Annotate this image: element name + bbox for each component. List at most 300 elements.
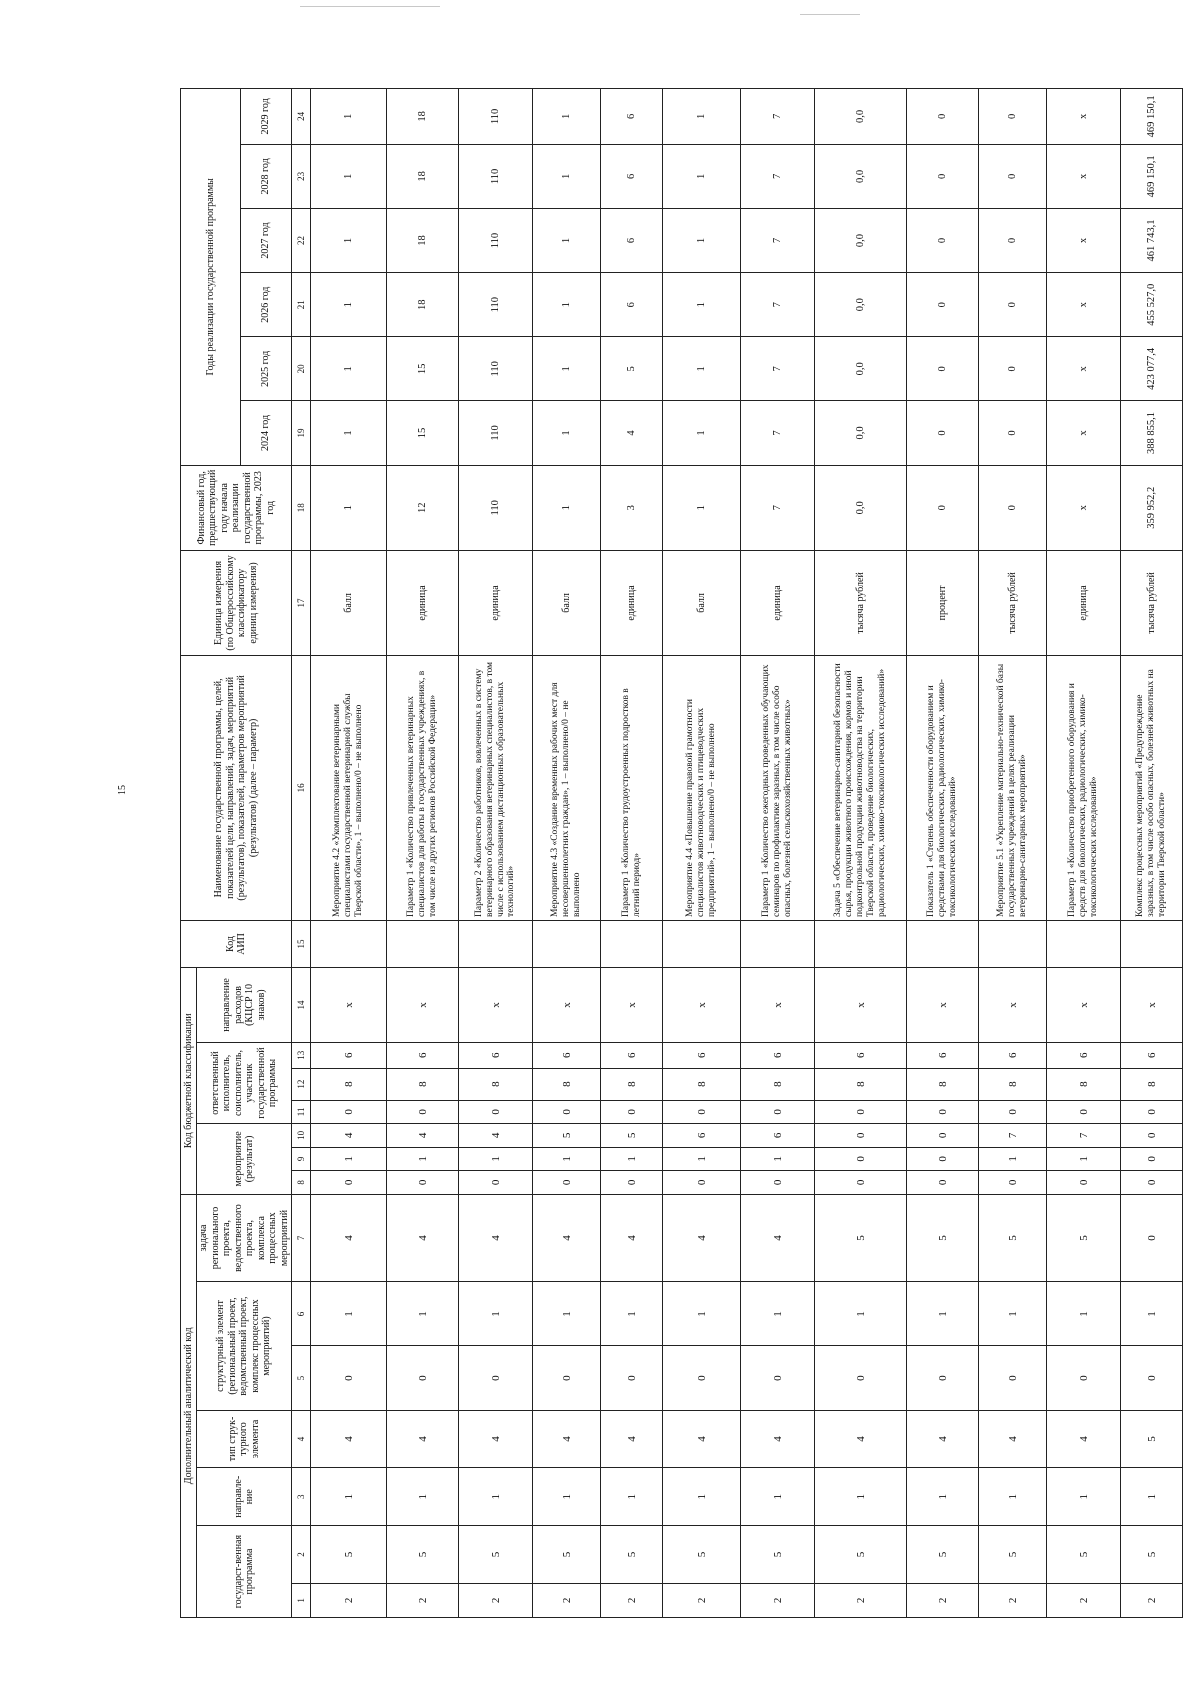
value-v2027: 1 (311, 208, 387, 272)
code-cell-c4: 4 (979, 1410, 1047, 1468)
code-cell-c6: 1 (979, 1282, 1047, 1346)
code-cell-c2: 5 (741, 1526, 815, 1584)
code-cell-c15 (459, 920, 533, 967)
row-unit: балл (311, 551, 387, 656)
row-unit: единица (387, 551, 459, 656)
code-cell-c1: 2 (601, 1583, 663, 1617)
code-cell-c6: 1 (663, 1282, 741, 1346)
value-v2029: 469 150,1 (1121, 89, 1183, 145)
value-v2024: 0,0 (815, 401, 907, 465)
code-cell-c3: 1 (459, 1468, 533, 1526)
column-number: 17 (292, 551, 311, 656)
header-year: 2028 год (241, 144, 292, 208)
code-cell-c14: x (533, 967, 601, 1042)
code-cell-c12: 8 (1121, 1068, 1183, 1100)
code-cell-c2: 5 (387, 1526, 459, 1584)
code-cell-c10: 4 (459, 1124, 533, 1148)
code-cell-c5: 0 (815, 1346, 907, 1410)
code-cell-c9: 1 (663, 1147, 741, 1171)
code-cell-c7: 0 (1121, 1194, 1183, 1282)
column-number: 21 (292, 273, 311, 337)
code-cell-c3: 1 (907, 1468, 979, 1526)
code-cell-c15 (311, 920, 387, 967)
header-year: 2024 год (241, 401, 292, 465)
code-cell-c14: x (1047, 967, 1121, 1042)
code-cell-c2: 5 (459, 1526, 533, 1584)
code-cell-c11: 0 (1121, 1100, 1183, 1124)
row-unit: единица (1047, 551, 1121, 656)
code-cell-c14: x (979, 967, 1047, 1042)
value-v2027: 6 (601, 208, 663, 272)
code-cell-c12: 8 (979, 1068, 1047, 1100)
code-cell-c14: x (663, 967, 741, 1042)
code-cell-c4: 4 (459, 1410, 533, 1468)
value-v2028: 110 (459, 144, 533, 208)
code-cell-c7: 4 (387, 1194, 459, 1282)
code-cell-c10: 0 (1121, 1124, 1183, 1148)
row-name: Параметр 1 «Количество приобретенного оборудования и средств для биологических, радиологических, химико-токсикологических исследований» (1047, 655, 1121, 920)
code-cell-c15 (663, 920, 741, 967)
value-v2025: 0 (907, 337, 979, 401)
code-cell-c7: 4 (311, 1194, 387, 1282)
value-v2028: 469 150,1 (1121, 144, 1183, 208)
value-v2028: 0 (907, 144, 979, 208)
code-cell-c13: 6 (459, 1042, 533, 1068)
code-cell-c11: 0 (311, 1100, 387, 1124)
code-cell-c7: 4 (533, 1194, 601, 1282)
code-cell-c3: 1 (979, 1468, 1047, 1526)
code-cell-c15 (601, 920, 663, 967)
header-measure: мероприятие (результат) (197, 1124, 292, 1195)
table-row (907, 89, 979, 1618)
value-v2027: x (1047, 208, 1121, 272)
value-v2026: x (1047, 273, 1121, 337)
code-cell-c10: 6 (741, 1124, 815, 1148)
header-expense-direction: направление расходов (КЦСР 10 знаков) (197, 967, 292, 1042)
table-row (663, 89, 741, 1618)
column-number: 9 (292, 1147, 311, 1171)
value-v2028: 1 (311, 144, 387, 208)
code-cell-c8: 0 (311, 1171, 387, 1195)
code-cell-c8: 0 (387, 1171, 459, 1195)
code-cell-c1: 2 (459, 1583, 533, 1617)
header-struct-element: структурный элемент (региональный проект, ведомственный проект, комплекс процессных мероприятий) (197, 1282, 292, 1410)
value-v2024: 7 (741, 401, 815, 465)
header-state-program: государст-венная программа (197, 1526, 292, 1618)
code-cell-c4: 4 (663, 1410, 741, 1468)
code-cell-c5: 0 (1047, 1346, 1121, 1410)
code-cell-c13: 6 (741, 1042, 815, 1068)
code-cell-c4: 4 (601, 1410, 663, 1468)
value-v2023: 0 (907, 465, 979, 551)
code-cell-c13: 6 (533, 1042, 601, 1068)
row-name: Комплекс процессных мероприятий «Предупреждение заразных, в том числе особо опасных, болезней животных на территории Тверской области» (1121, 655, 1183, 920)
column-number: 24 (292, 89, 311, 145)
header-budget-code: Код бюджетной классификации (181, 967, 197, 1194)
header-year: 2027 год (241, 208, 292, 272)
value-v2025: 1 (311, 337, 387, 401)
code-cell-c11: 0 (601, 1100, 663, 1124)
code-cell-c5: 0 (601, 1346, 663, 1410)
value-v2025: 7 (741, 337, 815, 401)
code-cell-c4: 4 (907, 1410, 979, 1468)
code-cell-c1: 2 (741, 1583, 815, 1617)
code-cell-c1: 2 (387, 1583, 459, 1617)
value-v2024: x (1047, 401, 1121, 465)
code-cell-c11: 0 (387, 1100, 459, 1124)
code-cell-c8: 0 (533, 1171, 601, 1195)
header-unit: Единица измерения (по Общероссийскому классификатору единиц измерения) (181, 551, 292, 656)
value-v2025: 15 (387, 337, 459, 401)
code-cell-c15 (387, 920, 459, 967)
code-cell-c5: 0 (311, 1346, 387, 1410)
value-v2029: 110 (459, 89, 533, 145)
code-cell-c14: x (815, 967, 907, 1042)
value-v2026: 110 (459, 273, 533, 337)
value-v2029: 1 (533, 89, 601, 145)
page-number: 15 (117, 785, 128, 795)
value-v2024: 15 (387, 401, 459, 465)
value-v2029: x (1047, 89, 1121, 145)
column-number: 20 (292, 337, 311, 401)
code-cell-c12: 8 (907, 1068, 979, 1100)
value-v2023: 3 (601, 465, 663, 551)
column-number: 1 (292, 1583, 311, 1617)
code-cell-c10: 6 (663, 1124, 741, 1148)
code-cell-c13: 6 (979, 1042, 1047, 1068)
table-body (311, 89, 1183, 1618)
code-cell-c5: 0 (663, 1346, 741, 1410)
value-v2027: 1 (533, 208, 601, 272)
code-cell-c7: 5 (1047, 1194, 1121, 1282)
header-fin-year: Финансовый год, предшествующий году начала реализации государственной программы, 2023 год (181, 465, 292, 551)
code-cell-c4: 4 (311, 1410, 387, 1468)
code-cell-c11: 0 (1047, 1100, 1121, 1124)
value-v2025: 5 (601, 337, 663, 401)
header-responsible: ответственный исполнитель, соисполнитель, участник государственной программы (197, 1042, 292, 1123)
code-cell-c1: 2 (1047, 1583, 1121, 1617)
value-v2025: x (1047, 337, 1121, 401)
code-cell-c8: 0 (459, 1171, 533, 1195)
row-unit: балл (663, 551, 741, 656)
code-cell-c11: 0 (533, 1100, 601, 1124)
code-cell-c9: 0 (1121, 1147, 1183, 1171)
code-cell-c14: x (601, 967, 663, 1042)
code-cell-c2: 5 (311, 1526, 387, 1584)
code-cell-c12: 8 (741, 1068, 815, 1100)
value-v2026: 6 (601, 273, 663, 337)
code-cell-c1: 2 (979, 1583, 1047, 1617)
code-cell-c15 (1121, 920, 1183, 967)
row-unit: единица (601, 551, 663, 656)
value-v2026: 1 (663, 273, 741, 337)
value-v2027: 1 (663, 208, 741, 272)
table-row (741, 89, 815, 1618)
column-number: 3 (292, 1468, 311, 1526)
code-cell-c15 (741, 920, 815, 967)
code-cell-c13: 6 (311, 1042, 387, 1068)
table-row (533, 89, 601, 1618)
code-cell-c12: 8 (601, 1068, 663, 1100)
code-cell-c6: 1 (1047, 1282, 1121, 1346)
code-cell-c13: 6 (601, 1042, 663, 1068)
header-year: 2026 год (241, 273, 292, 337)
row-unit: процент (907, 551, 979, 656)
column-number: 6 (292, 1282, 311, 1346)
code-cell-c8: 0 (979, 1171, 1047, 1195)
code-cell-c4: 4 (533, 1410, 601, 1468)
value-v2025: 0,0 (815, 337, 907, 401)
column-number: 23 (292, 144, 311, 208)
code-cell-c6: 1 (907, 1282, 979, 1346)
code-cell-c10: 4 (387, 1124, 459, 1148)
code-cell-c12: 8 (459, 1068, 533, 1100)
value-v2023: 0 (979, 465, 1047, 551)
code-cell-c6: 1 (533, 1282, 601, 1346)
table-row (311, 89, 387, 1618)
code-cell-c8: 0 (601, 1171, 663, 1195)
value-v2024: 110 (459, 401, 533, 465)
column-number: 14 (292, 967, 311, 1042)
header-aip-code: Код АИП (181, 920, 292, 967)
code-cell-c6: 1 (459, 1282, 533, 1346)
code-cell-c5: 0 (459, 1346, 533, 1410)
value-v2028: 0 (979, 144, 1047, 208)
code-cell-c10: 7 (1047, 1124, 1121, 1148)
code-cell-c12: 8 (663, 1068, 741, 1100)
code-cell-c10: 5 (533, 1124, 601, 1148)
row-unit: тысяча рублей (979, 551, 1047, 656)
row-name: Мероприятие 4.3 «Создание временных рабочих мест для несовершеннолетних граждан», 1 – выполнено/0 – не выполнено (533, 655, 601, 920)
value-v2023: 7 (741, 465, 815, 551)
row-unit: тысяча рублей (1121, 551, 1183, 656)
column-number: 19 (292, 401, 311, 465)
value-v2026: 1 (533, 273, 601, 337)
code-cell-c13: 6 (907, 1042, 979, 1068)
code-cell-c15 (815, 920, 907, 967)
row-name: Параметр 2 «Количество работников, вовлеченных в систему ветеринарного образования ветеринарных специалистов, в том числе с использованием дистанционных образовательных технологий» (459, 655, 533, 920)
column-number: 22 (292, 208, 311, 272)
code-cell-c8: 0 (907, 1171, 979, 1195)
code-cell-c7: 5 (815, 1194, 907, 1282)
column-number: 2 (292, 1526, 311, 1584)
rotated-table-wrapper (180, 88, 1167, 1618)
row-name: Показатель 1 «Степень обеспеченности оборудованием и средствами для биологических, радиологических, химико-токсикологических исследований» (907, 655, 979, 920)
value-v2029: 0 (907, 89, 979, 145)
code-cell-c2: 5 (601, 1526, 663, 1584)
value-v2026: 0 (979, 273, 1047, 337)
code-cell-c11: 0 (907, 1100, 979, 1124)
code-cell-c2: 5 (815, 1526, 907, 1584)
code-cell-c12: 8 (815, 1068, 907, 1100)
value-v2028: 1 (533, 144, 601, 208)
code-cell-c6: 1 (815, 1282, 907, 1346)
value-v2027: 18 (387, 208, 459, 272)
code-cell-c3: 1 (311, 1468, 387, 1526)
value-v2028: 18 (387, 144, 459, 208)
header-struct-type: тип струк-турного элемента (197, 1410, 292, 1468)
value-v2026: 1 (311, 273, 387, 337)
column-number: 4 (292, 1410, 311, 1468)
code-cell-c9: 1 (1047, 1147, 1121, 1171)
code-cell-c9: 1 (601, 1147, 663, 1171)
column-number-row (292, 89, 311, 1618)
value-v2025: 110 (459, 337, 533, 401)
code-cell-c6: 1 (741, 1282, 815, 1346)
code-cell-c6: 1 (311, 1282, 387, 1346)
code-cell-c14: x (907, 967, 979, 1042)
code-cell-c13: 6 (815, 1042, 907, 1068)
code-cell-c4: 4 (1047, 1410, 1121, 1468)
table-row (459, 89, 533, 1618)
code-cell-c2: 5 (663, 1526, 741, 1584)
code-cell-c11: 0 (663, 1100, 741, 1124)
value-v2026: 0 (907, 273, 979, 337)
code-cell-c14: x (741, 967, 815, 1042)
code-cell-c9: 0 (907, 1147, 979, 1171)
code-cell-c5: 0 (741, 1346, 815, 1410)
code-cell-c4: 5 (1121, 1410, 1183, 1468)
header-name: Наименование государственной программы, целей, показателей цели, направлений, задач, мероприятий (результатов), показателей, параметров мероприятий (результатов) (далее – параметр) (181, 655, 292, 920)
value-v2023: 1 (663, 465, 741, 551)
code-cell-c8: 0 (1121, 1171, 1183, 1195)
value-v2024: 1 (663, 401, 741, 465)
code-cell-c7: 4 (601, 1194, 663, 1282)
table-row (979, 89, 1047, 1618)
code-cell-c14: x (387, 967, 459, 1042)
value-v2029: 0 (979, 89, 1047, 145)
column-number: 8 (292, 1171, 311, 1195)
value-v2023: 1 (533, 465, 601, 551)
header-task: задача регионального проекта, ведомственного проекта, комплекса процессных мероприятий (197, 1194, 292, 1282)
code-cell-c11: 0 (741, 1100, 815, 1124)
code-cell-c14: x (311, 967, 387, 1042)
column-number: 11 (292, 1100, 311, 1124)
code-cell-c9: 1 (741, 1147, 815, 1171)
code-cell-c1: 2 (815, 1583, 907, 1617)
code-cell-c13: 6 (663, 1042, 741, 1068)
value-v2026: 7 (741, 273, 815, 337)
scan-mark (800, 14, 860, 15)
code-cell-c8: 0 (741, 1171, 815, 1195)
code-cell-c11: 0 (459, 1100, 533, 1124)
code-cell-c3: 1 (663, 1468, 741, 1526)
code-cell-c15 (533, 920, 601, 967)
value-v2023: x (1047, 465, 1121, 551)
code-cell-c4: 4 (815, 1410, 907, 1468)
code-cell-c8: 0 (663, 1171, 741, 1195)
code-cell-c10: 0 (815, 1124, 907, 1148)
code-cell-c3: 1 (387, 1468, 459, 1526)
value-v2027: 0 (979, 208, 1047, 272)
code-cell-c9: 1 (459, 1147, 533, 1171)
code-cell-c5: 0 (533, 1346, 601, 1410)
code-cell-c12: 8 (533, 1068, 601, 1100)
table-row (387, 89, 459, 1618)
code-cell-c2: 5 (907, 1526, 979, 1584)
code-cell-c13: 6 (387, 1042, 459, 1068)
code-cell-c5: 0 (979, 1346, 1047, 1410)
value-v2028: 0,0 (815, 144, 907, 208)
code-cell-c15 (979, 920, 1047, 967)
value-v2025: 423 077,4 (1121, 337, 1183, 401)
code-cell-c8: 0 (815, 1171, 907, 1195)
code-cell-c15 (1047, 920, 1121, 967)
column-number: 12 (292, 1068, 311, 1100)
code-cell-c3: 1 (533, 1468, 601, 1526)
value-v2024: 4 (601, 401, 663, 465)
table-row (1047, 89, 1121, 1618)
value-v2029: 1 (663, 89, 741, 145)
value-v2028: 7 (741, 144, 815, 208)
value-v2028: 6 (601, 144, 663, 208)
code-cell-c7: 5 (907, 1194, 979, 1282)
row-name: Параметр 1 «Количество привлеченных ветеринарных специалистов для работы в государственных учреждениях, в том числе из других регионов Российской Федерации» (387, 655, 459, 920)
column-number: 13 (292, 1042, 311, 1068)
code-cell-c3: 1 (601, 1468, 663, 1526)
code-cell-c7: 4 (741, 1194, 815, 1282)
row-name: Параметр 1 «Количество трудоустроенных подростков в летний период» (601, 655, 663, 920)
program-table (180, 88, 1183, 1618)
column-number: 5 (292, 1346, 311, 1410)
value-v2024: 388 855,1 (1121, 401, 1183, 465)
table-row (815, 89, 907, 1618)
code-cell-c9: 1 (311, 1147, 387, 1171)
value-v2029: 6 (601, 89, 663, 145)
code-cell-c6: 1 (1121, 1282, 1183, 1346)
code-cell-c3: 1 (1047, 1468, 1121, 1526)
code-cell-c6: 1 (387, 1282, 459, 1346)
code-cell-c3: 1 (815, 1468, 907, 1526)
code-cell-c3: 1 (1121, 1468, 1183, 1526)
value-v2027: 0 (907, 208, 979, 272)
code-cell-c11: 0 (979, 1100, 1047, 1124)
value-v2029: 1 (311, 89, 387, 145)
column-number: 18 (292, 465, 311, 551)
code-cell-c13: 6 (1047, 1042, 1121, 1068)
row-unit: единица (459, 551, 533, 656)
code-cell-c1: 2 (1121, 1583, 1183, 1617)
value-v2026: 18 (387, 273, 459, 337)
value-v2029: 7 (741, 89, 815, 145)
row-name: Задача 5 «Обеспечение ветеринарно-санитарной безопасности сырья, продукции животного происхождения, кормов и иной подконтрольной продукции животноводства на территории Тверской области, проведение биологических, радиологических, химико-токсикологических исследований» (815, 655, 907, 920)
header-direction: направле-ние (197, 1468, 292, 1526)
code-cell-c5: 0 (907, 1346, 979, 1410)
header-year: 2029 год (241, 89, 292, 145)
header-additional-code: Дополнительный аналитический код (181, 1194, 197, 1617)
code-cell-c7: 4 (663, 1194, 741, 1282)
code-cell-c9: 1 (387, 1147, 459, 1171)
value-v2027: 110 (459, 208, 533, 272)
code-cell-c2: 5 (1047, 1526, 1121, 1584)
value-v2025: 0 (979, 337, 1047, 401)
code-cell-c14: x (459, 967, 533, 1042)
table-row (1121, 89, 1183, 1618)
value-v2027: 0,0 (815, 208, 907, 272)
value-v2027: 7 (741, 208, 815, 272)
code-cell-c9: 0 (815, 1147, 907, 1171)
code-cell-c9: 1 (533, 1147, 601, 1171)
row-name: Мероприятие 5.1 «Укрепление материально-технической базы государственных учреждений в целях реализации ветеринарно-санитарных мероприятий» (979, 655, 1047, 920)
value-v2023: 110 (459, 465, 533, 551)
value-v2023: 359 952,2 (1121, 465, 1183, 551)
row-name: Мероприятие 4.2 «Укомплектование ветеринарными специалистами государственной ветеринарной службы Тверской области», 1 – выполнено/0 – не выполнено (311, 655, 387, 920)
value-v2025: 1 (533, 337, 601, 401)
code-cell-c8: 0 (1047, 1171, 1121, 1195)
scan-mark (300, 6, 440, 7)
row-unit: балл (533, 551, 601, 656)
value-v2029: 0,0 (815, 89, 907, 145)
